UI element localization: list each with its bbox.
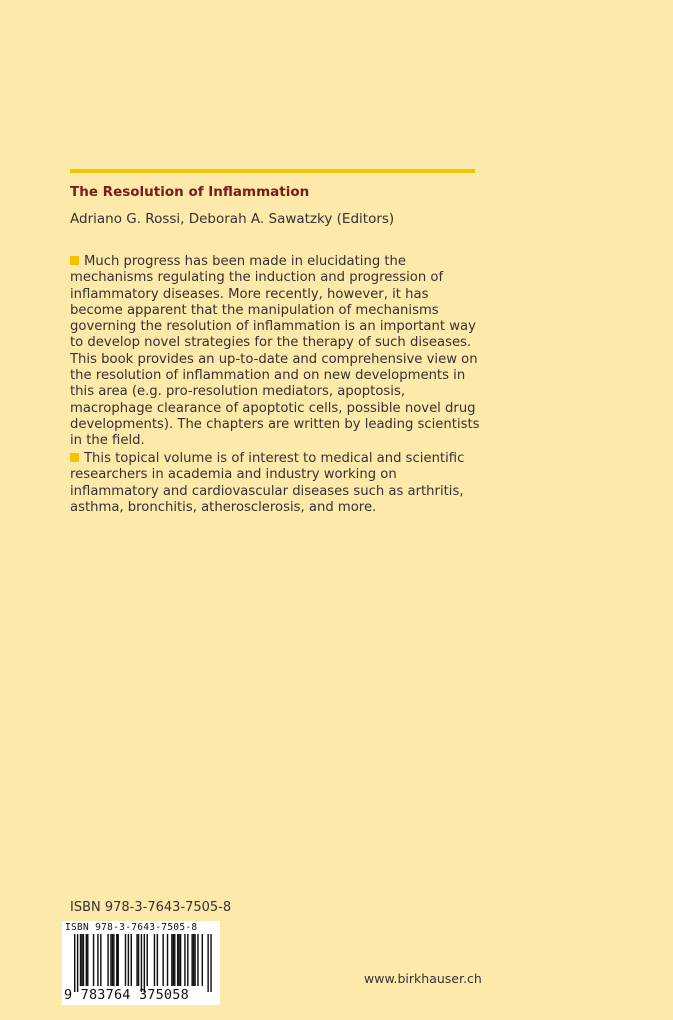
barcode-bar <box>178 934 179 986</box>
barcode-bar <box>100 934 101 986</box>
barcode-bar <box>171 934 172 986</box>
barcode-bar <box>110 934 111 986</box>
barcode-bar <box>113 934 114 986</box>
barcode-bar <box>177 934 178 986</box>
barcode-bar <box>154 934 155 986</box>
barcode-bar <box>80 934 81 986</box>
barcode-bar <box>173 934 174 986</box>
book-title: The Resolution of Inflammation <box>70 184 310 200</box>
barcode-bar <box>74 934 75 992</box>
barcode-bar <box>131 934 132 986</box>
barcode-bar <box>86 934 87 986</box>
description-paragraph <box>70 254 480 450</box>
barcode-isbn-text: ISBN 978-3-7643-7505-8 <box>65 922 198 933</box>
barcode-bar <box>118 934 119 986</box>
barcode-bar <box>107 934 108 986</box>
barcode-bar <box>202 934 203 986</box>
audience-text: This topical volume is of interest to medical and scientific researchers in academia and industry working on inflammatory and cardiovascular diseases such as arthritis, asthma, bronchitis, atherosclerosis, and more. <box>70 451 465 515</box>
barcode-bar <box>207 934 208 992</box>
barcode-bar <box>112 934 113 986</box>
barcode-digits: 9 783764 375058 <box>64 987 189 1003</box>
barcode-bar <box>116 934 117 986</box>
square-bullet-icon <box>70 453 79 462</box>
barcode-bar <box>174 934 175 986</box>
barcode-bar <box>157 934 158 986</box>
barcode-bar <box>187 934 188 986</box>
barcode-bar <box>128 934 129 986</box>
barcode-bar <box>87 934 88 986</box>
barcode-bar <box>125 934 126 986</box>
publisher-website: www.birkhauser.ch <box>364 971 482 986</box>
top-rule <box>70 169 475 173</box>
barcode-bar <box>191 934 192 986</box>
barcode-bar <box>147 934 148 986</box>
isbn-label: ISBN 978-3-7643-7505-8 <box>70 900 232 915</box>
barcode-bar <box>83 934 84 986</box>
barcode-bar <box>138 934 139 986</box>
barcode-bar <box>210 934 211 992</box>
barcode-bar <box>162 934 163 986</box>
barcode <box>62 921 220 1005</box>
barcode-bar <box>144 934 145 992</box>
barcode-bar <box>167 934 168 986</box>
barcode-bar <box>180 934 181 986</box>
description-text: Much progress has been made in elucidating the mechanisms regulating the induction and progression of inflammatory diseases. More recently, however, it has become apparent that the manipulation of mechanisms governing the resolution of inflammation is an important way to develop novel strategies for the therapy of such diseases. This book provides an up-to-date and comprehensive view on the resolution of inflammation and on new developments in this area (e.g. pro-resolution mediators, apoptosis, macrophage clearance of apoptotic cells, possible novel drug developments). The chapters are written by leading scientists in the field. <box>70 254 480 449</box>
barcode-bar <box>136 934 137 986</box>
barcode-bar <box>184 934 185 986</box>
barcode-bar <box>197 934 198 986</box>
barcode-bar <box>93 934 94 986</box>
square-bullet-icon <box>70 256 79 265</box>
barcode-bar <box>193 934 194 986</box>
barcode-bar <box>77 934 78 992</box>
barcode-bar <box>194 934 195 986</box>
audience-paragraph <box>70 451 480 516</box>
book-authors: Adriano G. Rossi, Deborah A. Sawatzky (Editors) <box>70 211 395 227</box>
barcode-bar <box>97 934 98 986</box>
barcode-bar <box>141 934 142 992</box>
barcode-bar <box>81 934 82 986</box>
